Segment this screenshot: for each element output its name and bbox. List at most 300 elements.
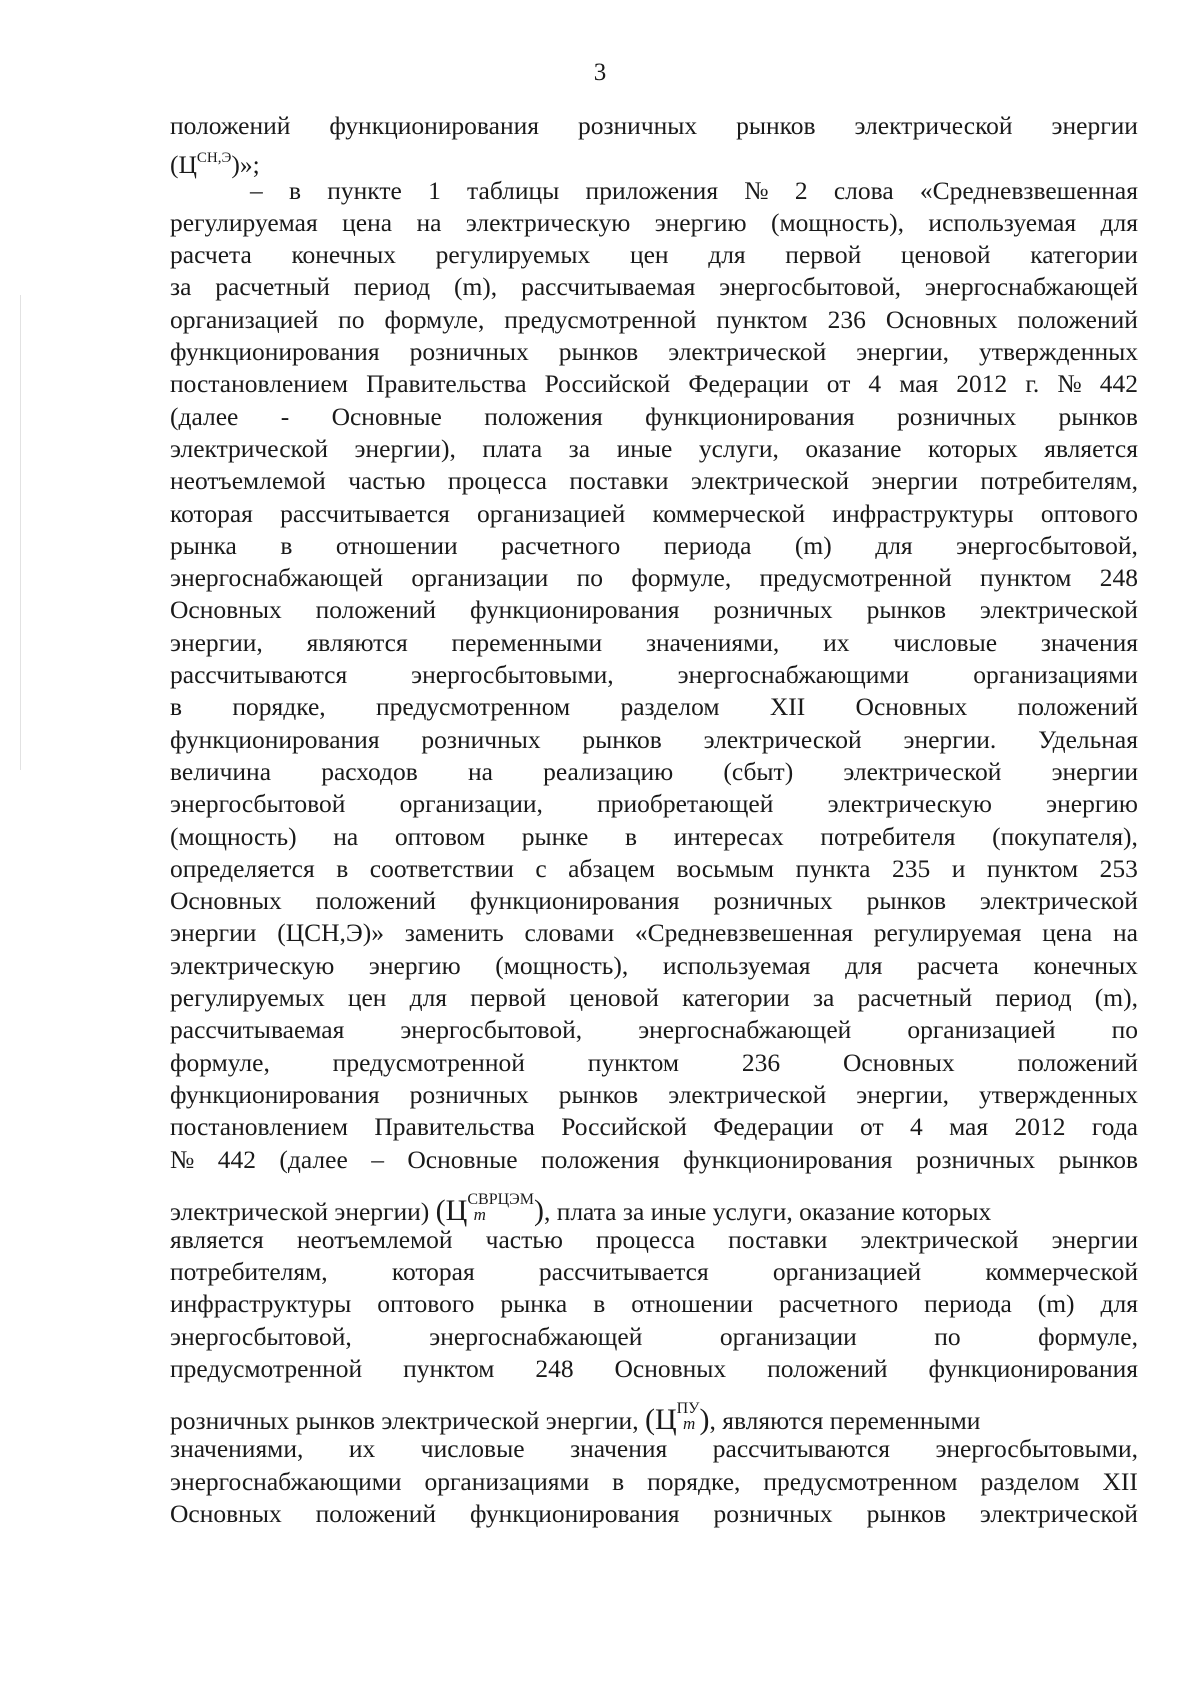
word: организацией	[477, 498, 626, 528]
word: положений	[315, 1498, 437, 1528]
word: организации	[719, 1321, 857, 1351]
word: числовые	[420, 1434, 525, 1464]
word: отношении	[631, 1289, 754, 1319]
word: энергоснабжающей	[429, 1321, 643, 1351]
word: в	[170, 692, 183, 722]
word: оптового	[1040, 498, 1138, 528]
word: электрической	[854, 111, 1013, 140]
text-line	[170, 465, 1138, 497]
text-line	[170, 239, 1138, 271]
text-line	[170, 498, 1138, 530]
document-body	[170, 110, 1138, 1530]
formula-paren: )	[533, 1193, 544, 1227]
text-line	[170, 1111, 1138, 1143]
word: электрической	[979, 1498, 1138, 1528]
word: разделом	[980, 1466, 1080, 1496]
word: энергии	[1051, 111, 1138, 140]
word: для	[1100, 207, 1138, 237]
word: Федерации	[688, 369, 809, 399]
formula-price-svrcem	[436, 1176, 544, 1235]
word: функционирования	[469, 1498, 680, 1528]
word: инфраструктуры	[832, 498, 1014, 528]
word: частью	[348, 466, 426, 496]
word: Правительства	[366, 369, 527, 399]
formula-subscript: m	[682, 1414, 696, 1434]
word: поставки	[728, 1224, 828, 1254]
word: утвержденных	[979, 337, 1138, 367]
word: 253	[1099, 853, 1138, 883]
word: приобретающей	[597, 789, 774, 819]
word: –	[250, 175, 263, 205]
word: Основных	[885, 304, 998, 334]
word: организации,	[399, 789, 543, 819]
word: Основные	[331, 401, 442, 431]
text-line	[170, 1498, 1138, 1530]
word: энергосбытовой,	[956, 530, 1138, 560]
word: постановлением	[170, 369, 349, 399]
word: энергосбытовыми,	[935, 1434, 1138, 1464]
word: Федерации	[713, 1112, 834, 1142]
word: расчетный	[857, 983, 973, 1013]
text-line	[170, 368, 1138, 400]
word: электрической	[170, 433, 329, 463]
word: за	[170, 272, 192, 302]
word: 2012	[1014, 1112, 1066, 1142]
word: 2	[794, 175, 808, 205]
word: формуле,	[631, 563, 732, 593]
word: XII	[1102, 1466, 1138, 1496]
text-line	[170, 562, 1138, 594]
word: организациями	[424, 1466, 590, 1496]
page-number: 3	[593, 59, 607, 86]
word: 2012	[956, 369, 1008, 399]
text-line	[170, 1256, 1138, 1288]
text-line	[170, 982, 1138, 1014]
word: формуле,	[384, 304, 485, 334]
word: для	[409, 983, 448, 1013]
word: рассчитываемая	[521, 272, 696, 302]
word: розничных	[577, 111, 698, 140]
word: Основных	[170, 886, 282, 916]
word: Основных	[842, 1047, 955, 1077]
word: регулируемая	[873, 918, 1022, 948]
word: электрической	[979, 886, 1138, 916]
word: оказание	[805, 433, 902, 463]
text-line	[170, 756, 1138, 788]
text-line-with-formula	[170, 1385, 1138, 1437]
word: энергии),	[354, 433, 456, 463]
word: энергии.	[903, 724, 997, 754]
word: рассчитываются	[712, 1434, 890, 1464]
word: за	[812, 983, 835, 1013]
word: Российской	[561, 1112, 687, 1142]
word: года	[1091, 1112, 1138, 1142]
word: потребителя	[820, 821, 956, 851]
word: таблицы	[467, 175, 560, 205]
word: от	[826, 369, 851, 399]
word: электрической	[691, 466, 850, 496]
word: г.	[1025, 369, 1040, 399]
word: для	[845, 950, 883, 980]
word: порядке,	[232, 692, 326, 722]
word: энергоснабжающей	[170, 563, 384, 593]
word: Основных	[614, 1353, 727, 1383]
word: организациями	[973, 660, 1138, 690]
word: регулируемая	[170, 207, 318, 237]
word: электрическую	[465, 207, 631, 237]
text-line	[170, 304, 1138, 336]
word: величина	[170, 756, 272, 786]
word: оптовом	[394, 821, 486, 851]
word: расчетного	[501, 530, 621, 560]
word: электрическую	[827, 789, 992, 819]
word: энергосбытовой,	[400, 1015, 583, 1045]
word: является	[170, 1224, 264, 1254]
word: разделом	[620, 692, 720, 722]
word: энергоснабжающей	[924, 272, 1138, 302]
word: энергии,	[856, 1079, 950, 1109]
word: XII	[769, 692, 806, 722]
word: пункта	[795, 853, 871, 883]
word: электрической	[860, 1224, 1019, 1254]
word: по	[576, 563, 604, 593]
superscript-index: СН,Э	[196, 150, 232, 167]
text-line	[170, 1079, 1138, 1111]
word: потребителям,	[980, 466, 1138, 496]
word: функционирования	[645, 401, 855, 431]
word: 248	[1099, 563, 1138, 593]
text-line	[170, 691, 1138, 723]
word: –	[371, 1144, 384, 1174]
text-fragment: розничных рынков электрической энергии,	[170, 1406, 639, 1436]
word: электрической	[703, 724, 862, 754]
word: рассчитываемая	[170, 1015, 345, 1045]
word: энергии,	[856, 337, 950, 367]
word: в	[593, 1289, 606, 1319]
word: положения	[541, 1144, 660, 1174]
word: значениями,	[645, 627, 780, 657]
word: интересах	[673, 821, 784, 851]
word: постановлением	[170, 1112, 349, 1142]
word: по	[934, 1321, 961, 1351]
word: №	[1057, 369, 1082, 399]
text-line	[170, 627, 1138, 659]
word: пунктом	[587, 1047, 680, 1077]
word: №	[170, 1144, 195, 1174]
word: предусмотренной	[504, 304, 697, 334]
word: (далее	[279, 1144, 348, 1174]
word: функционирования	[469, 595, 680, 625]
word: энергоснабжающей	[638, 1015, 852, 1045]
word: расходов	[321, 756, 418, 786]
text-line	[170, 788, 1138, 820]
word: 442	[217, 1144, 256, 1174]
word: (далее	[170, 401, 239, 431]
word: формуле,	[170, 1047, 270, 1077]
formula-paren: (	[644, 1403, 655, 1437]
formula-price-pu	[645, 1385, 710, 1444]
word: рынков	[582, 724, 662, 754]
word: в	[336, 853, 349, 883]
word: категории	[1030, 240, 1138, 270]
word: 4	[909, 1112, 923, 1142]
text-line	[170, 1047, 1138, 1079]
word: мая	[949, 1112, 989, 1142]
word: значения	[570, 1434, 668, 1464]
text-line	[170, 401, 1138, 433]
word: категории	[682, 983, 790, 1013]
word: -	[280, 401, 290, 431]
word: являются	[306, 627, 408, 657]
text-line-with-formula	[170, 1176, 1138, 1227]
word: Основные	[407, 1144, 518, 1174]
word: за	[568, 433, 591, 463]
word: пунктом	[986, 853, 1079, 883]
word: формуле,	[1038, 1321, 1138, 1351]
word: рассчитываются	[170, 660, 348, 690]
text-line	[170, 821, 1138, 853]
word: предусмотренной	[332, 1047, 525, 1077]
word: цен	[629, 240, 669, 270]
word: в	[288, 175, 302, 205]
word: значения	[1040, 627, 1138, 657]
word: энергии	[1051, 756, 1138, 786]
formula-subscript: m	[473, 1204, 486, 1224]
text-line	[170, 1144, 1138, 1176]
text-line	[170, 336, 1138, 368]
word: 236	[741, 1047, 781, 1077]
word: положений	[170, 111, 291, 140]
word: предусмотренном	[763, 1466, 958, 1496]
word: переменными	[451, 627, 603, 657]
word: «Средневзвешенная	[634, 918, 853, 948]
formula-superscript: ПУ	[676, 1400, 700, 1418]
text-line	[170, 950, 1138, 982]
word: функционирования	[170, 1079, 380, 1109]
text-line	[170, 885, 1138, 917]
word: конечных	[291, 240, 396, 270]
word: №	[744, 175, 769, 205]
word: 1	[428, 175, 441, 205]
word: их	[348, 1434, 376, 1464]
word: рынков	[866, 595, 946, 625]
word: энергию	[368, 950, 461, 980]
word: (мощность),	[495, 950, 629, 980]
word: поставки	[569, 466, 669, 496]
word: расчетного	[779, 1289, 899, 1319]
text-line	[170, 917, 1138, 949]
word: энергосбытовой,	[719, 272, 902, 302]
word: Основных	[170, 595, 282, 625]
word: электрической	[979, 595, 1138, 625]
text-line	[170, 1353, 1138, 1385]
word: энергосбытовыми,	[411, 660, 614, 690]
word: энергию	[1046, 789, 1138, 819]
word: в	[624, 821, 637, 851]
scan-margin-line	[20, 295, 21, 770]
word: организации	[411, 563, 549, 593]
word: розничных	[409, 337, 529, 367]
word: инфраструктуры	[170, 1289, 352, 1319]
word: положений	[315, 886, 437, 916]
formula-paren: )	[699, 1403, 710, 1437]
word: розничных	[896, 401, 1017, 431]
word: для	[1100, 1289, 1138, 1319]
word: положения	[484, 401, 603, 431]
word: организацией	[170, 304, 319, 334]
word: расчета	[170, 240, 252, 270]
word: услуги,	[698, 433, 779, 463]
word: рынков	[866, 886, 946, 916]
word: абзацем	[568, 853, 655, 883]
text-line	[170, 142, 1138, 180]
text-line	[170, 1224, 1138, 1256]
word: Российской	[544, 369, 671, 399]
word: по	[338, 304, 365, 334]
word: энергосбытовой	[170, 789, 346, 819]
word: периода	[663, 530, 752, 560]
word: розничных	[713, 1498, 833, 1528]
word: 248	[535, 1353, 574, 1383]
word: энергии	[170, 918, 257, 948]
word: организацией	[772, 1257, 922, 1287]
word: (m),	[453, 272, 498, 302]
text-line	[170, 1014, 1138, 1046]
word: энергоснабжающими	[677, 660, 910, 690]
word: розничных	[421, 724, 541, 754]
word: цена	[342, 207, 393, 237]
word: порядке,	[647, 1466, 741, 1496]
word: пунктом	[980, 563, 1072, 593]
word: утвержденных	[979, 1079, 1138, 1109]
word: предусмотренной	[759, 563, 952, 593]
word: энергии,	[170, 627, 263, 657]
word: регулируемых	[170, 983, 325, 1013]
word: иные	[616, 433, 673, 463]
text-fragment: , плата за иные услуги, оказание которых	[543, 1196, 992, 1226]
formula-symbol: Ц	[445, 1193, 468, 1227]
word: (m),	[1094, 983, 1138, 1013]
word: (сбыт)	[723, 756, 794, 786]
word: функционирования	[928, 1353, 1138, 1383]
word: электрической	[668, 1079, 827, 1109]
word: рассчитывается	[280, 498, 450, 528]
word: рассчитывается	[538, 1257, 709, 1287]
word: (покупателя),	[992, 821, 1138, 851]
word: (m)	[794, 530, 832, 560]
text-line	[170, 659, 1138, 691]
word: рынке	[521, 821, 589, 851]
word: их	[823, 627, 850, 657]
word: 442	[1099, 369, 1138, 399]
word: ценовой	[569, 983, 659, 1013]
word: используемая	[928, 207, 1077, 237]
word: 235	[891, 853, 931, 883]
word: процесса	[447, 466, 547, 496]
word: период	[353, 272, 431, 302]
word: электрическую	[170, 950, 335, 980]
word: функционирования	[329, 111, 539, 140]
word: первой	[470, 983, 547, 1013]
word: энергии	[871, 466, 958, 496]
word: цен	[347, 983, 387, 1013]
word: значениями,	[170, 1434, 304, 1464]
word: рынков	[558, 337, 639, 367]
formula-symbol: Ц	[654, 1403, 677, 1437]
word: розничных	[915, 1144, 1036, 1174]
word: отношении	[335, 530, 458, 560]
word: предусмотренном	[375, 692, 571, 722]
word: от	[860, 1112, 884, 1142]
word: функционирования	[682, 1144, 893, 1174]
word: Удельная	[1038, 724, 1138, 754]
word: организацией	[907, 1015, 1056, 1045]
word: функционирования	[170, 724, 380, 754]
text-line	[170, 110, 1138, 142]
word: числовые	[893, 627, 998, 657]
word: неотъемлемой	[296, 1224, 453, 1254]
word: на	[333, 821, 359, 851]
word: с	[535, 853, 547, 883]
word: рынков	[558, 1079, 639, 1109]
word: которых	[928, 433, 1018, 463]
word: оптового	[377, 1289, 475, 1319]
word: (m)	[1037, 1289, 1075, 1319]
word: процесса	[596, 1224, 696, 1254]
word: розничных	[409, 1079, 529, 1109]
word: приложения	[585, 175, 719, 205]
word: энергосбытовой,	[170, 1321, 352, 1351]
text-line	[170, 1288, 1138, 1320]
word: соответствии	[369, 853, 514, 883]
word: цена	[1042, 918, 1093, 948]
text-line	[170, 1466, 1138, 1498]
word: розничных	[713, 595, 833, 625]
text-line	[170, 1321, 1138, 1353]
formula-paren: (	[435, 1193, 446, 1227]
word: на	[1112, 918, 1138, 948]
word: Основных	[170, 1498, 282, 1528]
word: положений	[767, 1353, 888, 1383]
word: реализацию	[543, 756, 674, 786]
text-line	[170, 207, 1138, 239]
formula-superscript: СВРЦЭМ	[467, 1190, 534, 1208]
word: мая	[899, 369, 939, 399]
text-line	[170, 594, 1138, 626]
text-line	[170, 433, 1138, 465]
word: определяется	[170, 853, 315, 883]
word: заменить	[404, 918, 504, 948]
word: для	[875, 530, 913, 560]
word: рынка	[170, 530, 237, 560]
word: энергию	[654, 207, 747, 237]
word: положений	[315, 595, 437, 625]
word: 4	[868, 369, 882, 399]
word: расчета	[917, 950, 999, 980]
word: регулируемых	[435, 240, 591, 270]
word: для	[708, 240, 746, 270]
word: положений	[1017, 1047, 1138, 1077]
text-fragment: , являются переменными	[709, 1406, 981, 1436]
text-fragment: (Ц	[170, 150, 197, 180]
word: пункте	[327, 175, 402, 205]
word: коммерческой	[985, 1257, 1138, 1287]
word: (мощность),	[770, 207, 904, 237]
word: потребителям,	[170, 1257, 328, 1287]
text-fragment: )»;	[231, 150, 260, 180]
word: конечных	[1033, 950, 1138, 980]
word: рынка	[500, 1289, 568, 1319]
